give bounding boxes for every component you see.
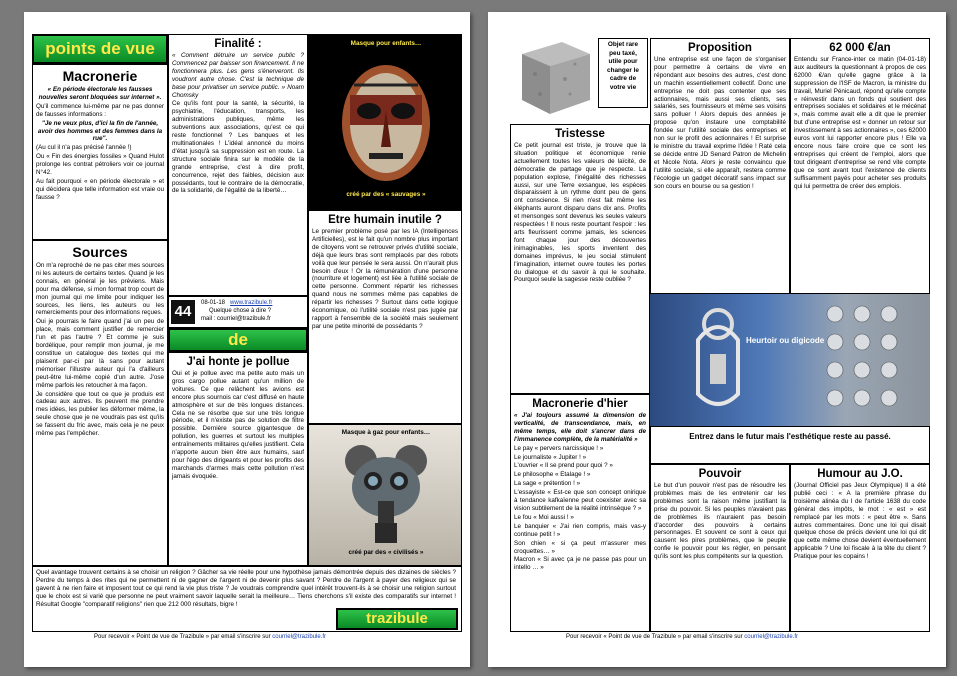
article-macronerie-hier: Macronerie d'hier « J'ai toujours assumé la dimension de verticalité, de transcendance, mais, en même temps, elle doit s'ancrer dans de l'immanence complète, de la matérialité » Le pay « pervers narcissique ! » Le journaliste « Jupiter ! » L'ouvrier « Il se prend pour quoi ? » Le philosophe « Etalage ! » La sage « prétention ! » L'essayiste « Est-ce que son concept onirique à tendance kafkaïenne peut coexister avec sa vision subtilement de la réalité intrinsèque ? » Le fou « Moi aussi ! » Le banquier « J'ai rien compris, mais vas-y continue petit ! » Son chien « si ça peut m'assurer mes croquettes… » Macron « Si avec ça je ne passe pas pour un intello … » (510, 394, 650, 632)
article-proposition: Proposition Une entreprise est une façon de s'organiser pour permettre à certains de vivre en répondant aux besoins des autres, c'est donc un machin essentiellement collectif. Donc une entreprise ne doit pas contenter que ses actionnaires, mais aussi ses clients, ses salariés, ses fournisseurs et même ses voisins sans polluer ! Alors depuis des années je propose qu'on instaure une comptabilité fondée sur l'utilité sociale des entreprises et non sur le profit des actionnaires ! Et surprise le ministre du travail exprime l'idée ! Raté cela se décide entre JD Senard Patron de Michelin et Nicole Nota. Alors je reste convaincu que l'utilité sociale, si elle apparaît, restera comme l'écologie un gadget décoratif sans impact sur son cours en bourse ou sa gestion ! (650, 38, 790, 294)
article-title: J'ai honte je pollue (186, 356, 290, 368)
mask-figure: Masque pour enfants… créé par des « sauvages » (308, 34, 462, 210)
article-title: Humour au J.O. (817, 468, 903, 480)
article-title: 62 000 €/an (829, 42, 891, 54)
right-page (488, 12, 946, 667)
title-banner-mid: de (168, 328, 308, 352)
footer-mail-link[interactable]: courriel@trazibule.fr (272, 634, 327, 640)
knocker-keypad-image (650, 294, 930, 426)
article-pouvoir: Pouvoir Le but d'un pouvoir n'est pas de résoudre les problèmes mais de les entretenir car les problèmes sont la raison même justifiant la prise du pouvoir. Si les peuples n'avaient pas de problèmes ils n'auraient pas besoin d'accorder des pouvoirs à certains personnages. Et souvent ce sont à ceux qui causent les pires problèmes, que le peuple confie le pouvoir pour les régler, en pensant qu'ils sont les plus compétents sur la question. (650, 464, 790, 632)
article-title: Sources (72, 244, 128, 260)
article-humain: Etre humain inutile ? Le premier problème posé par les IA (Intelligences Artificielles), est le fait qu'un nombre plus important de citoyens vont se retrouver privés d'utilité sociale, déjà que leurs bras sont remplacés par des robots voilà que leur pensée le sera aussi. On n'aurait plus besoin d'eux ! Or la rémunération d'une personne (nourriture et logement) est liée à l'utilité sociale de cette personne. Comment répartir les richesses quand nous ne sommes même pas capables de répartir les richesses ? Surtout dans cette logique économique, où l'utilité sociale n'est pas jugée par rapport à l'ensemble de la société mais seulement par une petite minorité de possédants ? (308, 210, 462, 424)
gas-mask-image (309, 439, 462, 549)
article-sources: Sources On m'a reproché de ne pas citer mes sources ni les auteurs de certains textes. Quand je les connais, en général je les préviens. Mais pour ma défense, si mon format trop court de mon journal qui me limite pour indiquer les sources, les liens, les auteurs ou les remerciements pour des informations reçues. Oui je pourrais le faire quand j'ai un peu de place, mais comment justifier de remercier l'un et pas l'autre ? Et comme je suis bordélique, pour remplir mon journal, je me constitue un catalogue des textes qui me plaisent par-ci par là sans pour autant mémoriser l'illustre auteur qui l'a d'ailleurs peut-être lui-même copié d'un autre. J'ose même parfois les retoucher à ma façon. Je considère que tout ce que je produis est cadeau aux autres. Ils peuvent me prendre mes idées, les publier les déformer même, la seule chose que je ne voudrais pas est qu'ils se fassent du fric avec, mais cela je ne peux même pas l'empêcher. (32, 240, 168, 566)
title-banner-top: points de vue (32, 34, 168, 64)
article-title: Proposition (688, 42, 752, 54)
stone-cube-image (510, 34, 598, 124)
article-title: Finalité : (214, 38, 262, 50)
issue-number-badge: 44 (171, 300, 195, 324)
article-62000: 62 000 €/an Entendu sur France-inter ce matin (04-01-18) aux auditeurs la questionnant à propos de ces 62000 €/an qu'elle gagne grâce à la suppression de l'ISF de Macron, la ministre du travail, Muriel Pénicaud, répond qu'elle compte « réinvestir dans un fonds qui soutient des entreprises sociales et solidaires et le mécénat », mais comme avait elle a dit que le premier but d'une entreprise est « donner un retour sur investissement à ses actionnaires », ces 62000 euros vont lui rapporter encore plus ! Elle va encore nous faire croire que ce sont les entreprises qui créent de l'emploi, alors que tout dirigeant d'entreprise se rend vite compte que ce sont avant tout l'existence de clients suffisamment payés pour acheter ses produits qui lui permettra de créer des emplois. (790, 38, 930, 294)
heurtoir-figure (650, 294, 930, 426)
article-title: Tristesse (555, 128, 605, 140)
left-page (24, 12, 470, 667)
heurtoir-label: Heurtoir ou digicode (746, 336, 825, 345)
future-caption-box: Entrez dans le futur mais l'esthétique reste au passé. (650, 426, 930, 464)
footer: Pour recevoir « Point de vue de Trazibule » par email s'inscrire sur courriel@trazibule.fr (566, 634, 799, 640)
cube-figure (510, 34, 598, 124)
issue-info: 44 08-01-18 www.trazibule.fr Quelque chose à dire ? mail : courriel@trazibule.fr (168, 296, 308, 328)
article-tristesse: Tristesse Ce petit journal est triste, je trouve que la situation politique et économique renie actuellement toutes les valeurs de laïcité, de démocratie de partage que je respecte. La population explose, l'inégalité des richesses aussi, sur une Terre exsangue, les espèces disparaissent à un rythme dont peu de gens ont conscience. Si rien n'est fait même les éléphants auront disparu dans dix ans. Profits et mensonges sont devenus les seules valeurs respectées ! Il nous reste pourtant l'espoir : les arts fleurissent comme jamais, les sciences font chaque jour des découvertes inimaginables, les sports inventent des domaines imprévus, le jeu social stimulent l'imagination, internet ouvre toutes les portes du dialogue et du savoir à qui le souhaite. Pourquoi seule la sagesse reste oubliée ? (510, 124, 650, 394)
article-religion: Quel avantage trouvent certains à se choisir un religion ? Gâcher sa vie réelle pour une hypothèse jamais démontrée depuis des dizaines de siècles ? Perdre du temps à des rites qui ne permettent ni de gagner de l'argent ni de devenir plus savant ? Perdre de l'argent à payer des religieux qui se gavent à ne rien faire et imposent tout ce qui rend la vie plus triste ? Je voudrais comprendre quel intérêt trouvent-ils à se choisir une religion surtout que le choix est si varié que personne ne peut vraiment savoir laquelle serait la meilleure… Tiens cherchons s'il existe des comparatifs sur internet ! Résultat Google "comparatif religions" rien que 212 000 résultats, bigre ! (32, 566, 462, 632)
article-finalite: Finalité : « Comment détruire un service public ? Commencez par baisser son financement. Il ne fonctionnera plus. Les gens s'énerveront. Ils voudront autre chose. C'est la technique de base pour privatiser un service public. » Noam Chomsky Ce qu'ils font pour la santé, la sécurité, la psychiatrie, l'éducation, transports, les administrations publiques, même les subventions aux associations, qu'est ce qui reste fonctionnel ? Les banques et les multinationales ! L'idéal annoncé du moins d'état jusqu'à sa suppression est en route. La structure sociale finira sur le modèle de la grande entreprise, c'est à dire profit, concurrence, rejet des faibles, décision aux possédants, tout le contraire de la démocratie, de la solidarité, de l'égalité de la liberté… (168, 34, 308, 296)
footer-mail-link[interactable]: courriel@trazibule.fr (744, 634, 799, 640)
cube-caption-box: Objet rare peu taxé, utile pour changer le cadre de votre vie (598, 38, 648, 108)
site-link[interactable]: www.trazibule.fr (230, 300, 273, 306)
article-title: Pouvoir (698, 468, 742, 480)
gasmask-figure: Masque à gaz pour enfants… créé par des « civilisés » (308, 424, 462, 566)
mail-link[interactable]: mail : courriel@trazibule.fr (201, 316, 271, 322)
article-humour: Humour au J.O. (Journal Officiel pas Jeux Olympique) Il a été publié ceci : « A la première phrase du troisième alinéa du I de l'article 1638 du code général des impôts, le mot : « est » est remplacé par les mots : « peut être ». Sans autres commentaires. Donc une loi qui disait quelque chose de précis devient une loi qui dit que cette même chose devient éventuellement applicable ? Une loi fiscale à la tête du client ? Pratique pour les copains ! (790, 464, 930, 632)
title-banner-bottom: trazibule (336, 608, 458, 630)
article-title: Macronerie (62, 68, 138, 84)
article-honte: J'ai honte je pollue Oui et je pollue avec ma petite auto mais un gros cargo pollue autant qu'un million de voitures. Ce que relâchent les avions est encore plus sournois car c'est diffusé en haute atmosphère et sur de très longues distances. Cela ne se résorbe que sur une très longue période, et il n'existe pas de solution de filtre possible. Dernière source gigantesque de pollution, les guerres et surtout les multiples entraînements militaires qu'elles justifient. Cela n'apporte aucun bien être aux humains, sauf pour l'égo des dirigeants et pour les profits des marchands d'armes mais cette pollution n'est jamais évoquée. (168, 352, 308, 566)
article-title: Macronerie d'hier (532, 398, 628, 410)
article-title: Etre humain inutile ? (328, 214, 442, 226)
footer: Pour recevoir « Point de vue de Trazibule » par email s'inscrire sur courriel@trazibule.fr (94, 634, 327, 640)
tribal-mask-image (309, 55, 462, 205)
article-macronerie: Macronerie « En période électorale les fausses nouvelles seront bloquées sur internet ». Qu'il commence lui-même par ne pas donner de fausses informations : "Je ne veux plus, d'ici la fin de l'année, avoir des hommes et des femmes dans la rue". (Au cul il n'a pas précisé l'année !) Ou « Fin des énergies fossiles » Quand Hulot prolonge les contrat pétroliers voir ce journal N°42. Au fait pourquoi « en période électorale » et qui décidera que telle information est vraie ou fausse ? (32, 64, 168, 240)
